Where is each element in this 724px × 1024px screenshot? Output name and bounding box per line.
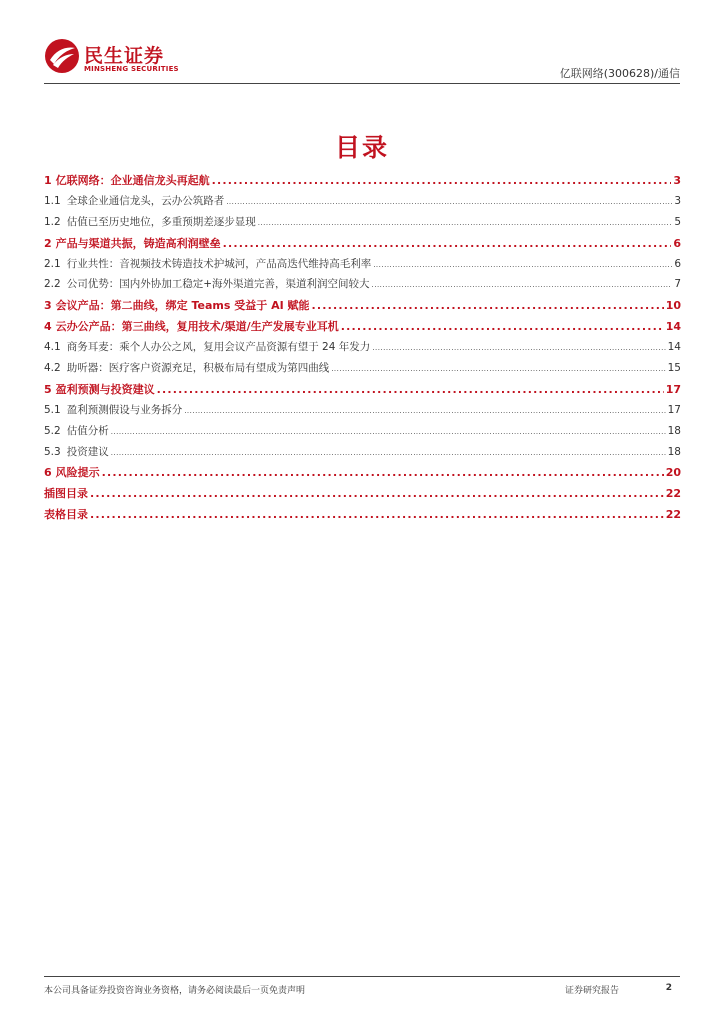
toc-entry-number: 2.1 [44,257,61,270]
toc-dot-leader [111,446,666,458]
footer-divider [44,976,680,977]
toc-entry-page: 17 [667,403,681,416]
toc-entry-page: 14 [667,341,681,354]
toc-entry[interactable] [44,256,681,277]
toc-entry-page: 5 [674,215,681,228]
toc-entry-page: 10 [665,299,681,313]
toc-entry-text: 盈利预测假设与业务拆分 [66,403,183,416]
toc-entry[interactable] [44,276,681,297]
toc-entry-page: 20 [665,466,681,480]
toc-entry[interactable] [44,402,681,423]
toc-entry-label [44,256,371,271]
toc-entry-number: 4 [44,320,52,334]
toc-entry[interactable] [44,506,681,527]
toc-entry-text: 公司优势：国内外协加工稳定+海外渠道完善，渠道利润空间较大 [66,278,370,291]
toc-entry-number: 4.2 [44,362,61,375]
toc-entry-page: 14 [665,320,681,334]
toc-entry-label [44,339,370,354]
toc-dot-leader [212,174,672,187]
toc-entry-text: 云办公产品：第三曲线，复用技术/渠道/生产发展专业耳机 [55,320,339,334]
toc-dot-leader [157,383,664,396]
toc-entry-number: 6 [44,466,52,480]
toc-entry-page: 6 [673,236,681,250]
toc-entry-text: 产品与渠道共振，铸造高利润壁垒 [55,236,221,250]
toc-entry-text: 投资建议 [66,445,109,458]
toc-entry-text: 风险提示 [55,466,100,480]
footer-disclaimer: 本公司具备证券投资咨询业务资格，请务必阅读最后一页免责声明 [44,986,306,996]
toc-entry-page: 18 [667,424,681,437]
toc-entry-number: 1.2 [44,215,61,228]
toc-entry-label [44,381,155,397]
toc-entry[interactable] [44,318,681,339]
toc-entry-text: 盈利预测与投资建议 [55,382,155,396]
toc-entry-text: 表格目录 [44,508,88,522]
toc-entry-page: 15 [667,362,681,375]
toc-entry[interactable] [44,423,681,444]
toc-entry-label [44,214,256,229]
toc-entry-label [44,318,339,334]
toc-entry-label [44,464,100,480]
toc-entry[interactable] [44,193,681,214]
toc-entry-page: 22 [665,487,681,501]
toc-entry-page: 22 [665,508,681,522]
toc-entry-number: 5.2 [44,424,61,437]
toc-entry[interactable] [44,360,681,381]
toc-dot-leader [373,258,672,270]
toc-entry[interactable] [44,297,681,318]
toc-entry-label [44,444,109,459]
toc-entry-text: 会议产品：第二曲线，绑定 Teams 受益于 AI 赋能 [55,299,310,313]
brand-name-cn: 民生证券 [84,45,165,67]
toc-dot-leader [331,362,665,374]
brand-name-en: MINSHENG SECURITIES [84,65,179,73]
toc-entry[interactable] [44,485,681,506]
toc-dot-leader [226,195,672,207]
toc-title: 目录 [334,133,389,162]
toc-entry-number: 5.3 [44,445,61,458]
minsheng-logo [44,38,204,78]
toc-entry-page: 3 [673,174,681,187]
toc-entry[interactable] [44,381,681,402]
toc-entry-page: 7 [674,278,681,291]
toc-dot-leader [111,425,666,437]
toc-entry-text: 亿联网络：企业通信龙头再起航 [55,174,210,187]
footer-doc-type: 证券研究报告 [565,986,620,996]
toc-entry[interactable] [44,464,681,485]
toc-entry-label [44,485,88,501]
toc-entry-label [44,297,310,313]
toc-entry-page: 18 [667,445,681,458]
toc-dot-leader [102,466,664,479]
toc-entry-text: 助听器：医疗客户资源充足，积极布局有望成为第四曲线 [66,362,330,375]
toc-entry-label [44,235,221,251]
toc-entry-number: 4.1 [44,341,61,354]
toc-entry-label [44,360,329,375]
toc-entry-text: 插图目录 [44,487,88,501]
toc-entry-label [44,506,88,522]
toc-dot-leader [372,341,665,353]
toc-entry-number: 2.2 [44,278,61,291]
toc-entry-page: 3 [674,194,681,207]
toc-entry-number: 1 [44,174,52,187]
toc-dot-leader [223,237,672,250]
toc-dot-leader [258,216,673,228]
toc-entry[interactable] [44,339,681,360]
minsheng-logo-icon [44,38,80,74]
toc-entry[interactable] [44,235,681,256]
toc-dot-leader [90,508,664,521]
toc-dot-leader [372,278,673,290]
toc-entry-number: 3 [44,299,52,313]
toc-entry-text: 估值分析 [66,424,109,437]
toc-entry[interactable] [44,214,681,235]
toc-entry-label [44,402,182,417]
toc-dot-leader [341,320,664,333]
page-number: 2 [665,983,672,993]
toc-entry-text: 行业共性：音视频技术铸造技术护城河，产品高迭代维持高毛利率 [66,257,372,270]
table-of-contents [44,172,681,527]
toc-entry-number: 2 [44,236,52,250]
toc-entry-label [44,172,210,188]
toc-entry-label [44,193,224,208]
toc-entry-page: 6 [674,257,681,270]
toc-entry-label [44,276,370,291]
toc-entry-number: 1.1 [44,194,61,207]
toc-entry[interactable] [44,172,681,193]
toc-dot-leader [184,404,665,416]
toc-entry-page: 17 [665,382,681,396]
toc-entry-number: 5.1 [44,403,61,416]
toc-entry-text: 全球企业通信龙头，云办公筑路者 [66,194,225,207]
toc-dot-leader [312,299,664,312]
toc-entry-text: 商务耳麦：乘个人办公之风，复用会议产品资源有望于 24 年发力 [66,341,371,354]
toc-entry-number: 5 [44,382,52,396]
header-divider [44,83,680,84]
toc-entry-label [44,423,109,438]
toc-dot-leader [90,487,664,500]
toc-entry[interactable] [44,444,681,465]
page-header [0,0,724,90]
toc-entry-text: 估值已至历史地位，多重预期差逐步显现 [66,215,256,228]
report-tag: 亿联网络(300628)/通信 [559,67,680,80]
